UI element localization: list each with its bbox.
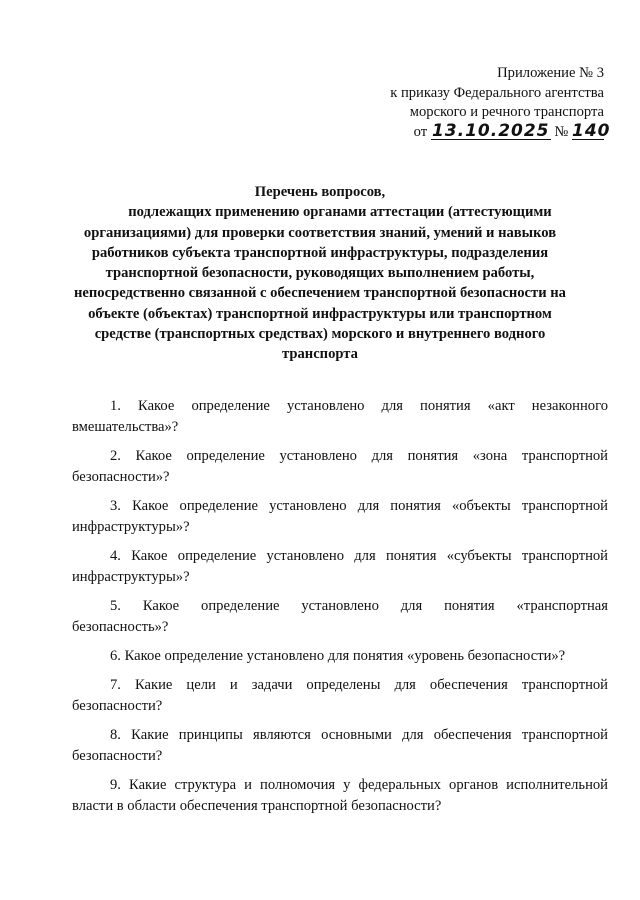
title-line: транспорта [282,346,358,363]
question-text-continued: безопасности? [72,748,163,764]
title-line: Перечень вопросов, [254,184,386,200]
order-date-line [390,120,611,143]
question-text: 5. Какое определение установлено для понятия «транспортная [110,598,608,614]
title-line: объекте (объектах) транспортной инфраструктуры или транспортном [88,305,552,322]
date-prefix: от [413,123,428,140]
question-text: 8. Какие принципы являются основными для обеспечения транспортной [110,727,608,743]
question-text-continued: инфраструктуры»? [72,569,190,585]
question-text-continued: безопасность»? [72,619,169,635]
appendix-header [390,64,611,142]
agency-name: морского и речного транспорта [409,104,604,120]
question-text: 1. Какое определение установлено для понятия «акт незаконного [110,398,608,414]
title-line: средстве (транспортных средствах) морского и внутреннего водного [94,326,546,343]
document-title [64,182,576,365]
question-item [72,675,608,717]
question-text-continued: безопасности? [72,698,163,714]
number-prefix: № [554,123,569,140]
handwritten-number: 140 [572,120,611,141]
question-item [72,396,608,438]
question-text: 4. Какое определение установлено для понятия «субъекты транспортной [110,548,608,564]
question-text-continued: власти в области обеспечения транспортной безопасности? [72,798,442,814]
title-line: работников субъекта транспортной инфраструктуры, подразделения [91,244,549,261]
question-item [72,725,608,767]
question-text-continued: безопасности»? [72,469,170,485]
question-text-continued: вмешательства»? [72,419,179,435]
question-item [72,596,608,638]
question-item [72,646,608,667]
question-text: 3. Какое определение установлено для понятия «объекты транспортной [110,498,608,514]
order-reference: к приказу Федерального агентства [390,84,604,101]
title-line: организациями) для проверки соответствия знаний, умений и навыков [83,224,557,241]
question-text: 9. Какие структура и полномочия у федеральных органов исполнительной [110,777,608,793]
question-item [72,496,608,538]
question-item [72,446,608,488]
question-item [72,546,608,588]
handwritten-date: 13.10.2025 [431,120,550,141]
title-line: непосредственно связанной с обеспечением транспортной безопасности на [74,285,566,302]
question-text-continued: инфраструктуры»? [72,519,190,535]
question-text: 6. Какое определение установлено для понятия «уровень безопасности»? [110,648,566,664]
appendix-number: Приложение № 3 [497,65,604,81]
question-text: 2. Какое определение установлено для понятия «зона транспортной [110,448,608,464]
question-item [72,775,608,817]
title-line: подлежащих применению органами аттестации (аттестующими [128,204,552,221]
title-line: транспортной безопасности, руководящих выполнением работы, [105,265,535,282]
question-text: 7. Какие цели и задачи определены для обеспечения транспортной [110,677,608,693]
question-list [72,396,608,825]
